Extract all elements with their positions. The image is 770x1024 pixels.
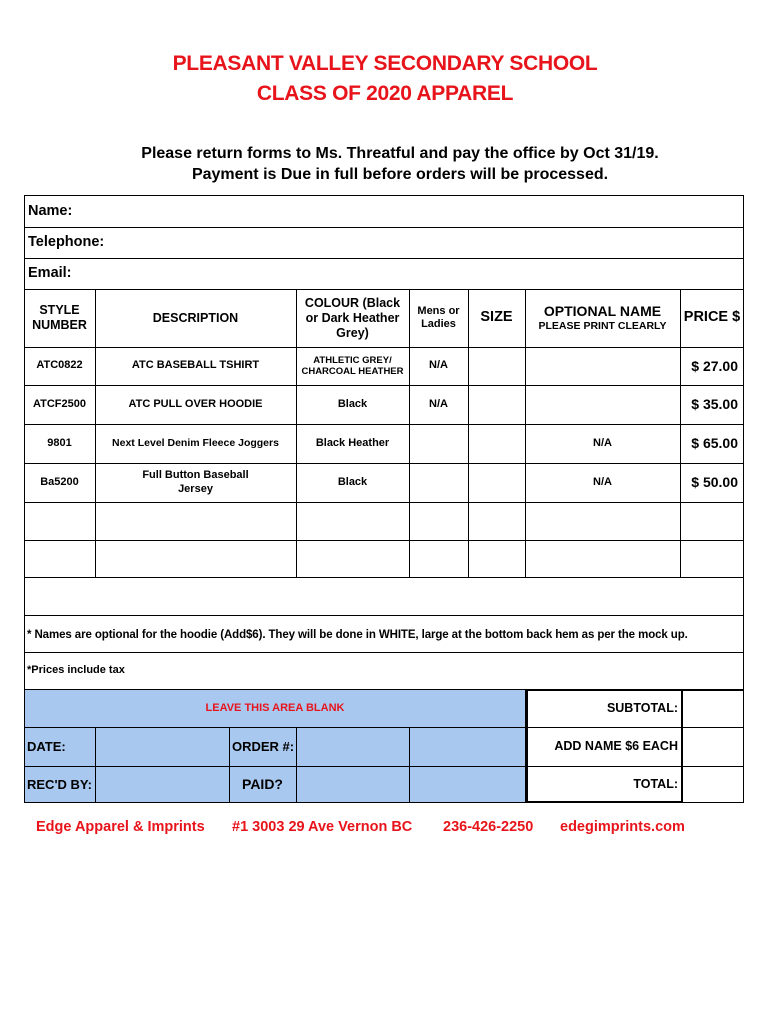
- row-1-description: ATC BASEBALL TSHIRT: [131, 359, 260, 372]
- row-3-size-field[interactable]: [469, 425, 524, 462]
- email-field[interactable]: [80, 260, 740, 287]
- instruction-line-1: Please return forms to Ms. Threatful and pay the office by Oct 31/19.: [141, 145, 659, 162]
- row-3-colour: Black Heather: [315, 436, 390, 449]
- header-description: DESCRIPTION: [152, 310, 239, 325]
- row-2-price: $ 35.00: [691, 396, 738, 413]
- total-field[interactable]: [684, 767, 742, 801]
- row-3-style: 9801: [47, 436, 72, 449]
- add-name-field[interactable]: [684, 728, 742, 765]
- header-mens-ladies: Mens or Ladies: [417, 304, 460, 330]
- row-3-mens-ladies-field[interactable]: [410, 425, 467, 462]
- row-4-description: Full Button Baseball Jersey: [142, 469, 249, 495]
- name-label: Name:: [28, 203, 73, 219]
- header-size: SIZE: [480, 309, 513, 326]
- row-4-style: Ba5200: [40, 475, 79, 488]
- leave-blank-label: LEAVE THIS AREA BLANK: [205, 701, 345, 714]
- total-label: TOTAL:: [633, 777, 678, 791]
- row-4-optional-name: N/A: [593, 475, 612, 488]
- email-label: Email:: [28, 265, 72, 281]
- row-1-price: $ 27.00: [691, 357, 738, 374]
- row-2-size-field[interactable]: [469, 386, 524, 423]
- row-2-description: ATC PULL OVER HOODIE: [128, 397, 263, 410]
- row-4-size-field[interactable]: [469, 464, 524, 501]
- header-colour: COLOUR (Black or Dark Heather Grey): [304, 295, 401, 340]
- optional-name-subtitle: PLEASE PRINT CLEARLY: [538, 320, 667, 333]
- row-1-size-field[interactable]: [469, 348, 524, 384]
- row-2-style: ATCF2500: [33, 397, 86, 410]
- instruction-line-2: Payment is Due in full before orders will be processed.: [191, 166, 609, 183]
- optional-name-title: OPTIONAL NAME: [543, 303, 662, 320]
- row-1-style: ATC0822: [36, 359, 83, 372]
- recd-by-label: REC'D BY:: [27, 777, 92, 792]
- name-field[interactable]: [100, 198, 740, 225]
- row-3-description: Next Level Denim Fleece Joggers: [112, 437, 279, 450]
- header-style-number: STYLE NUMBER: [32, 303, 87, 332]
- school-title: PLEASANT VALLEY SECONDARY SCHOOL: [172, 52, 598, 75]
- subtotal-field[interactable]: [684, 691, 742, 726]
- apparel-title: CLASS OF 2020 APPAREL: [256, 82, 514, 105]
- row-1-mens-ladies: N/A: [429, 359, 448, 372]
- add-name-label: ADD NAME $6 EACH: [554, 739, 678, 753]
- row-2-colour: Black: [337, 397, 368, 410]
- tax-note: *Prices include tax: [27, 664, 125, 676]
- row-1-name-field[interactable]: [526, 348, 679, 384]
- footer-company: Edge Apparel & Imprints: [36, 819, 205, 835]
- row-3-price: $ 65.00: [691, 435, 738, 452]
- footer-website[interactable]: edegimprints.com: [560, 819, 685, 835]
- footer-phone: 236-426-2250: [443, 819, 534, 835]
- telephone-field[interactable]: [120, 229, 740, 256]
- row-1-colour: ATHLETIC GREY/ CHARCOAL HEATHER: [301, 354, 404, 377]
- paid-label: PAID?: [242, 776, 283, 793]
- row-4-colour: Black: [337, 475, 368, 488]
- subtotal-label: SUBTOTAL:: [606, 701, 678, 715]
- order-label: ORDER #:: [232, 739, 295, 754]
- date-label: DATE:: [27, 739, 66, 754]
- row-3-optional-name: N/A: [593, 436, 612, 449]
- header-price: PRICE $: [683, 309, 741, 326]
- row-4-mens-ladies-field[interactable]: [410, 464, 467, 501]
- footer-address: #1 3003 29 Ave Vernon BC: [232, 819, 413, 835]
- names-note: * Names are optional for the hoodie (Add$6). They will be done in WHITE, large at the bottom back hem as per the mock up.: [27, 629, 688, 641]
- row-2-name-field[interactable]: [526, 386, 679, 423]
- telephone-label: Telephone:: [28, 234, 105, 250]
- row-2-mens-ladies: N/A: [429, 397, 448, 410]
- header-optional-name: [525, 289, 680, 347]
- row-4-price: $ 50.00: [691, 474, 738, 491]
